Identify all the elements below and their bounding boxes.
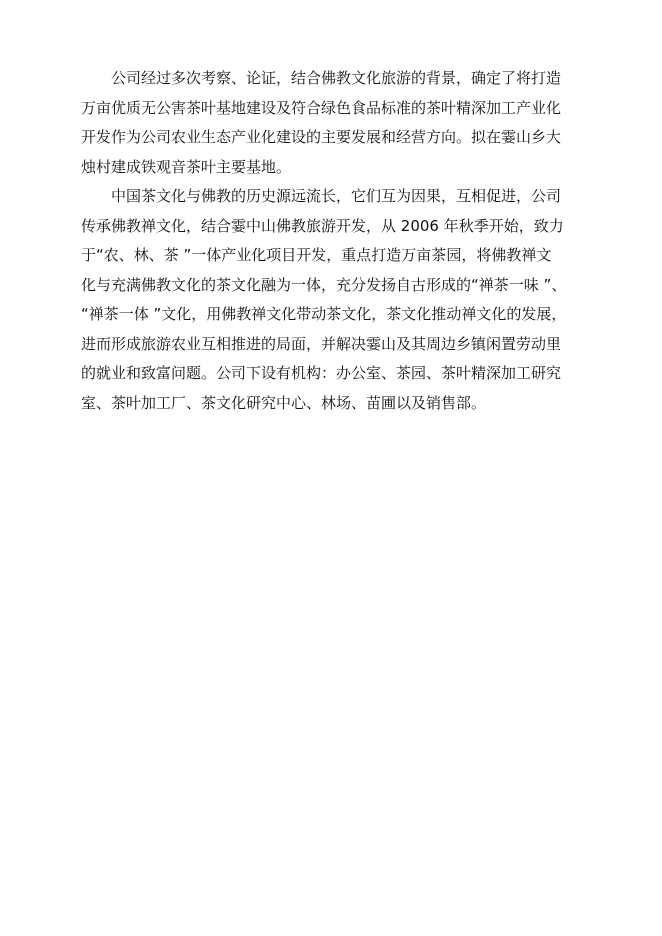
paragraph-company-direction [81, 64, 581, 182]
text-line: 进而形成旅游农业互相推进的局面，并解决霎山及其周边乡镇闲置劳动里 [81, 334, 562, 353]
text-line: 室、茶叶加工厂、茶文化研究中心、林场、苗圃以及销售部。 [81, 393, 487, 412]
text-line: 开发作为公司农业生态产业化建设的主要发展和经营方向。拟在霎山乡大 [81, 128, 562, 146]
text-line: 烛村建成铁观音茶叶主要基地。 [81, 157, 292, 176]
document-body [81, 64, 581, 418]
text-line: 万亩优质无公害茶叶基地建设及符合绿色食品标准的茶叶精深加工产业化 [81, 98, 562, 117]
text-line: “禅茶一体 ”文化，用佛教禅文化带动茶文化，茶文化推动禅文化的发展， [81, 305, 567, 323]
text-line: 的就业和致富问题。公司下设有机构：办公室、茶园、茶叶精深加工研究 [81, 364, 562, 382]
text-line: 公司经过多次考察、论证，结合佛教文化旅游的背景，确定了将打造 [111, 69, 562, 87]
text-line: 化与充满佛教文化的茶文化融为一体，充分发扬自古形成的“禅茶一味 ”、 [81, 275, 567, 294]
text-line: 中国茶文化与佛教的历史源远流长，它们互为因果，互相促进，公司 [111, 187, 562, 205]
text-line: 传承佛教禅文化，结合霎中山佛教旅游开发，从 2006 年秋季开始，致力 [81, 216, 564, 235]
paragraph-tea-buddhism [81, 182, 581, 418]
text-line: 于“农、林、茶 ”一体产业化项目开发，重点打造万亩茶园，将佛教禅文 [81, 246, 552, 264]
